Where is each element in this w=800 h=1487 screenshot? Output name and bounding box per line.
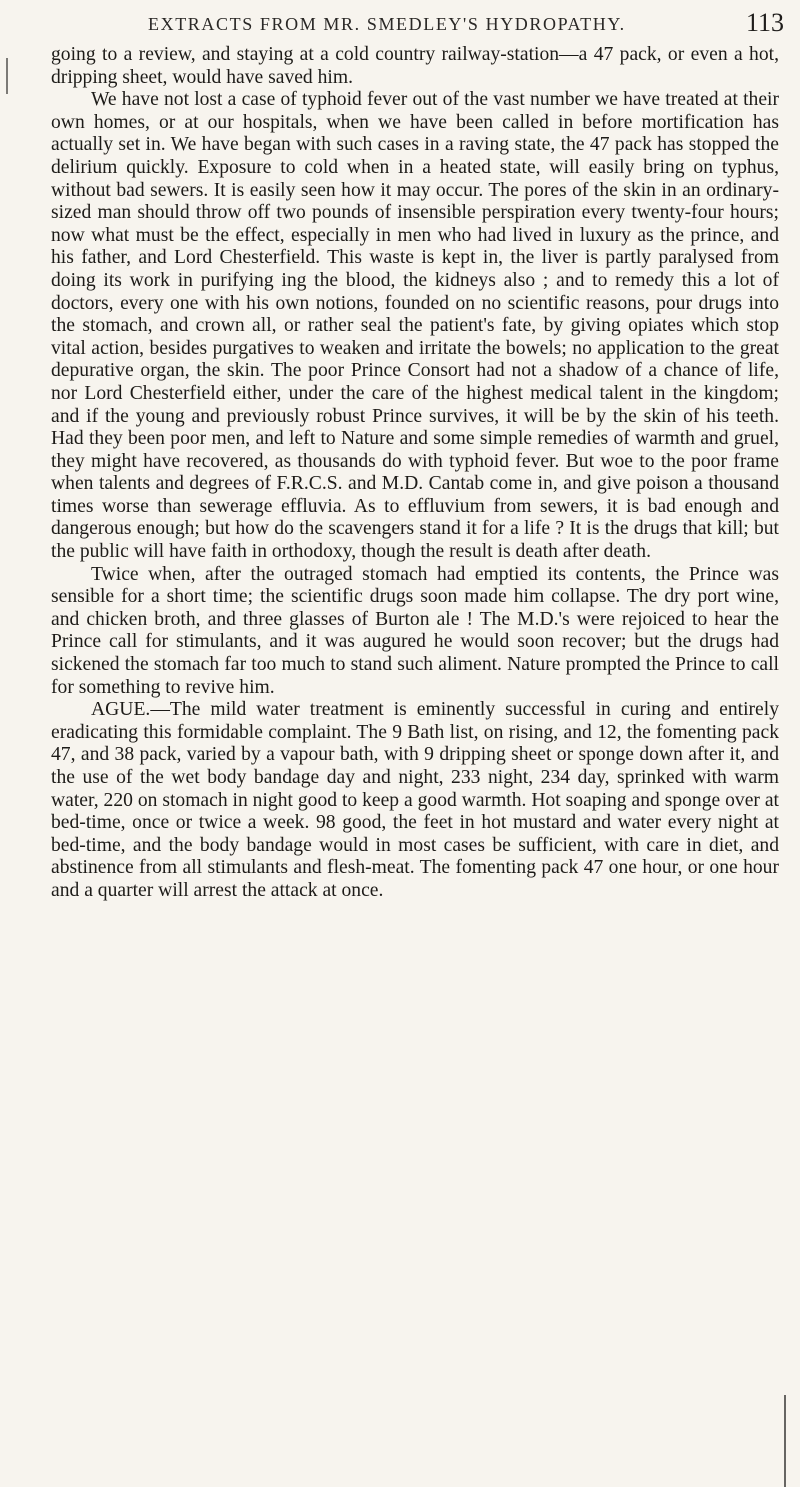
- paragraph-ague: AGUE.—The mild water treatment is eminently successful in curing and entirely eradicating this formidable complaint. The 9 Bath list, on rising, and 12, the fomenting pack 47, and 38 pack, varied by a vapour bath, with 9 dripping sheet or sponge down after it, and the use of the wet body bandage day and night, 233 night, 234 day, sprinked with warm water, 220 on stomach in night good to keep a good warmth. Hot soaping and sponge over at bed-time, once or twice a week. 98 good, the feet in hot mustard and water every night at bed-time, and the body bandage would in most cases be sufficient, with care in diet, and abstinence from all stimulants and flesh-meat. The fomenting pack 47 one hour, or one hour and a quarter will arrest the attack at once.: [51, 699, 779, 901]
- running-head: EXTRACTS FROM MR. SMEDLEY'S HYDROPATHY.: [148, 14, 626, 34]
- page-header: [0, 6, 800, 42]
- paragraph-prince: Twice when, after the outraged stomach had emptied its contents, the Prince was sensible for a short time; the scientific drugs soon made him collapse. The dry port wine, and chicken broth, and three glasses of Burton ale ! The M.D.'s were rejoiced to hear the Prince call for stimulants, and it was augured he would soon recover; but the drugs had sickened the stomach far too much to stand such aliment. Nature prompted the Prince to call for something to revive him.: [51, 563, 779, 698]
- paragraph-typhoid: We have not lost a case of typhoid fever out of the vast number we have treated at their own homes, or at our hospitals, when we have been called in before mortification has actually set in. We have began with such cases in a raving state, the 47 pack has stopped the delirium quickly. Exposure to cold when in a heated state, will easily bring on typhus, without bad sewers. It is easily seen how it may occur. The pores of the skin in an ordinary-sized man should throw off two pounds of insensible perspiration every twenty-four hours; now what must be the effect, especially in men who had lived in luxury as the prince, and his father, and Lord Chesterfield. This waste is kept in, the liver is partly paralysed from doing its work in purifying ing the blood, the kidneys also ; and to remedy this a lot of doctors, every one with his own notions, founded on no scientific reasons, pour drugs into the stomach, and crown all, or rather seal the patient's fate, by giving opiates which stop vital action, besides purgatives to weaken and irritate the bowels; no application to the great depurative organ, the skin. The poor Prince Consort had not a shadow of a chance of life, nor Lord Chesterfield either, under the care of the highest medical talent in the kingdom; and if the young and previously robust Prince survives, it will be by the skin of his teeth. Had they been poor men, and left to Nature and some simple remedies of warmth and gruel, they might have recovered, as thousands do with typhoid fever. But woe to the poor frame when talents and degrees of F.R.C.S. and M.D. Cantab come in, and give poison a thousand times worse than sewerage effluvia. As to effluvium from sewers, it is bad enough and dangerous enough; but how do the scavengers stand it for a life ? It is the drugs that kill; but the public will have faith in orthodoxy, though the result is death after death.: [51, 89, 779, 563]
- paragraph-continuation: going to a review, and staying at a cold country railway-station—a 47 pack, or even a hot, dripping sheet, would have saved him.: [51, 44, 779, 88]
- margin-mark-top: [6, 58, 8, 94]
- page-number: 113: [746, 8, 785, 37]
- margin-mark-bottom: [784, 1395, 786, 1487]
- body-text: [51, 44, 779, 903]
